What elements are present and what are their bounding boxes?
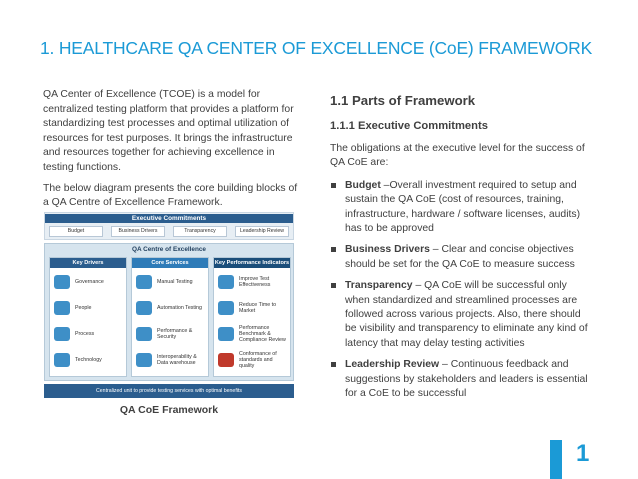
item-label: Improve Test Effectiveness bbox=[239, 276, 271, 288]
framework-section bbox=[330, 93, 592, 409]
list-item bbox=[330, 243, 592, 272]
item-label: Reduce Time to Market bbox=[239, 302, 277, 314]
list-item bbox=[136, 351, 206, 369]
magnifier-icon bbox=[136, 275, 152, 289]
qa-centre-of-excellence-box bbox=[44, 243, 294, 381]
list-item bbox=[218, 273, 288, 291]
list-item bbox=[218, 299, 288, 317]
list-item bbox=[54, 351, 124, 369]
gear-icon bbox=[136, 301, 152, 315]
qa-coe-framework-diagram bbox=[44, 212, 294, 400]
page-title: 1. HEALTHCARE QA CENTER OF EXCELLENCE (CoE) FRAMEWORK bbox=[40, 38, 593, 58]
item-label: Performance & Security bbox=[157, 328, 193, 340]
chart-icon bbox=[218, 327, 234, 341]
clock-icon bbox=[218, 301, 234, 315]
item-label: Performance Benchmark & Compliance Review bbox=[239, 325, 286, 343]
bullet-text: – QA CoE will be successful only when standardized and streamlined processes are followed across various projects. Also, there should be visibility and transparency to eliminate any kind of latency that may delay testing activities bbox=[345, 280, 588, 349]
list-item bbox=[136, 299, 206, 317]
list-item bbox=[136, 273, 206, 291]
list-item bbox=[330, 179, 592, 237]
centralized-unit-bar: Centralized unit to provide testing services with optimal benefits bbox=[44, 384, 294, 398]
exec-item-leadership-review: Leadership Review bbox=[235, 226, 289, 237]
bullet-square-icon bbox=[331, 362, 336, 367]
key-performance-indicators-column bbox=[213, 257, 291, 377]
exec-item-budget: Budget bbox=[49, 226, 103, 237]
column-header: Key Performance Indicators bbox=[214, 260, 290, 266]
list-item bbox=[330, 279, 592, 351]
seven-icon bbox=[218, 353, 234, 367]
item-label: Manual Testing bbox=[157, 279, 193, 285]
people-icon bbox=[54, 301, 70, 315]
technology-icon bbox=[54, 353, 70, 367]
section-heading: 1.1 Parts of Framework bbox=[330, 93, 476, 108]
item-label: Process bbox=[75, 331, 95, 337]
process-icon bbox=[54, 327, 70, 341]
bullet-square-icon bbox=[331, 283, 336, 288]
item-label: Interoperability & Data warehouse bbox=[157, 354, 197, 366]
diagram-caption: QA CoE Framework bbox=[119, 404, 219, 416]
exec-item-business-drivers: Business Drivers bbox=[111, 226, 165, 237]
intro-text bbox=[43, 88, 298, 217]
key-drivers-column bbox=[49, 257, 127, 377]
item-label: People bbox=[75, 305, 92, 311]
bullet-term: Budget bbox=[345, 179, 381, 191]
bullet-term: Leadership Review bbox=[345, 359, 440, 371]
list-item bbox=[218, 351, 288, 369]
bullet-term: Transparency bbox=[345, 280, 413, 292]
list-item bbox=[54, 325, 124, 343]
intro-paragraph: QA Center of Excellence (TCOE) is a model for centralized testing platform that provides a platform for standardizing test processes and optimal utilization of resources for test purposes. It brings the infrastructure and resources together for achieving excellence in testing functions. bbox=[43, 89, 294, 173]
page-number: 1 bbox=[576, 440, 590, 467]
subsection-heading: 1.1.1 Executive Commitments bbox=[330, 120, 488, 132]
list-item bbox=[218, 325, 288, 343]
list-item bbox=[54, 273, 124, 291]
item-label: Governance bbox=[75, 279, 104, 285]
executive-commitments-title: Executive Commitments bbox=[45, 214, 293, 223]
coe-title: QA Centre of Excellence bbox=[132, 246, 206, 253]
arrow-up-icon bbox=[218, 275, 234, 289]
column-header: Key Drivers bbox=[50, 258, 126, 268]
item-label: Conformance of standards and quality bbox=[239, 351, 277, 369]
core-services-column bbox=[131, 257, 209, 377]
speedometer-icon bbox=[136, 327, 152, 341]
database-icon bbox=[136, 353, 152, 367]
exec-item-transparency: Transparency bbox=[173, 226, 227, 237]
lead-paragraph: The obligations at the executive level for the success of QA CoE are: bbox=[330, 143, 585, 169]
executive-commitments-banner bbox=[44, 212, 294, 240]
bullet-text: –Overall investment required to setup and sustain the QA CoE (cost of resources, training, infrastructure, hardware / software licenses, audits) has to be approved bbox=[345, 179, 581, 235]
bullet-term: Business Drivers bbox=[345, 244, 430, 256]
list-item bbox=[330, 358, 592, 401]
column-header: Core Services bbox=[132, 258, 208, 268]
item-label: Automation Testing bbox=[157, 305, 202, 311]
governance-icon bbox=[54, 275, 70, 289]
intro-paragraph: The below diagram presents the core building blocks of a QA Centre of Excellence Framework. bbox=[43, 182, 298, 209]
page-number-accent-bar bbox=[550, 440, 562, 479]
bullet-list bbox=[330, 179, 592, 402]
list-item bbox=[136, 325, 206, 343]
item-label: Technology bbox=[75, 357, 102, 363]
bullet-text: – Clear and concise objectives should be set for the QA CoE to measure success bbox=[345, 244, 575, 270]
bullet-text: – Continuous feedback and suggestions by stakeholders and leaders is essential for a CoE to be successful bbox=[345, 359, 588, 400]
bullet-square-icon bbox=[331, 183, 336, 188]
list-item bbox=[54, 299, 124, 317]
bullet-square-icon bbox=[331, 247, 336, 252]
